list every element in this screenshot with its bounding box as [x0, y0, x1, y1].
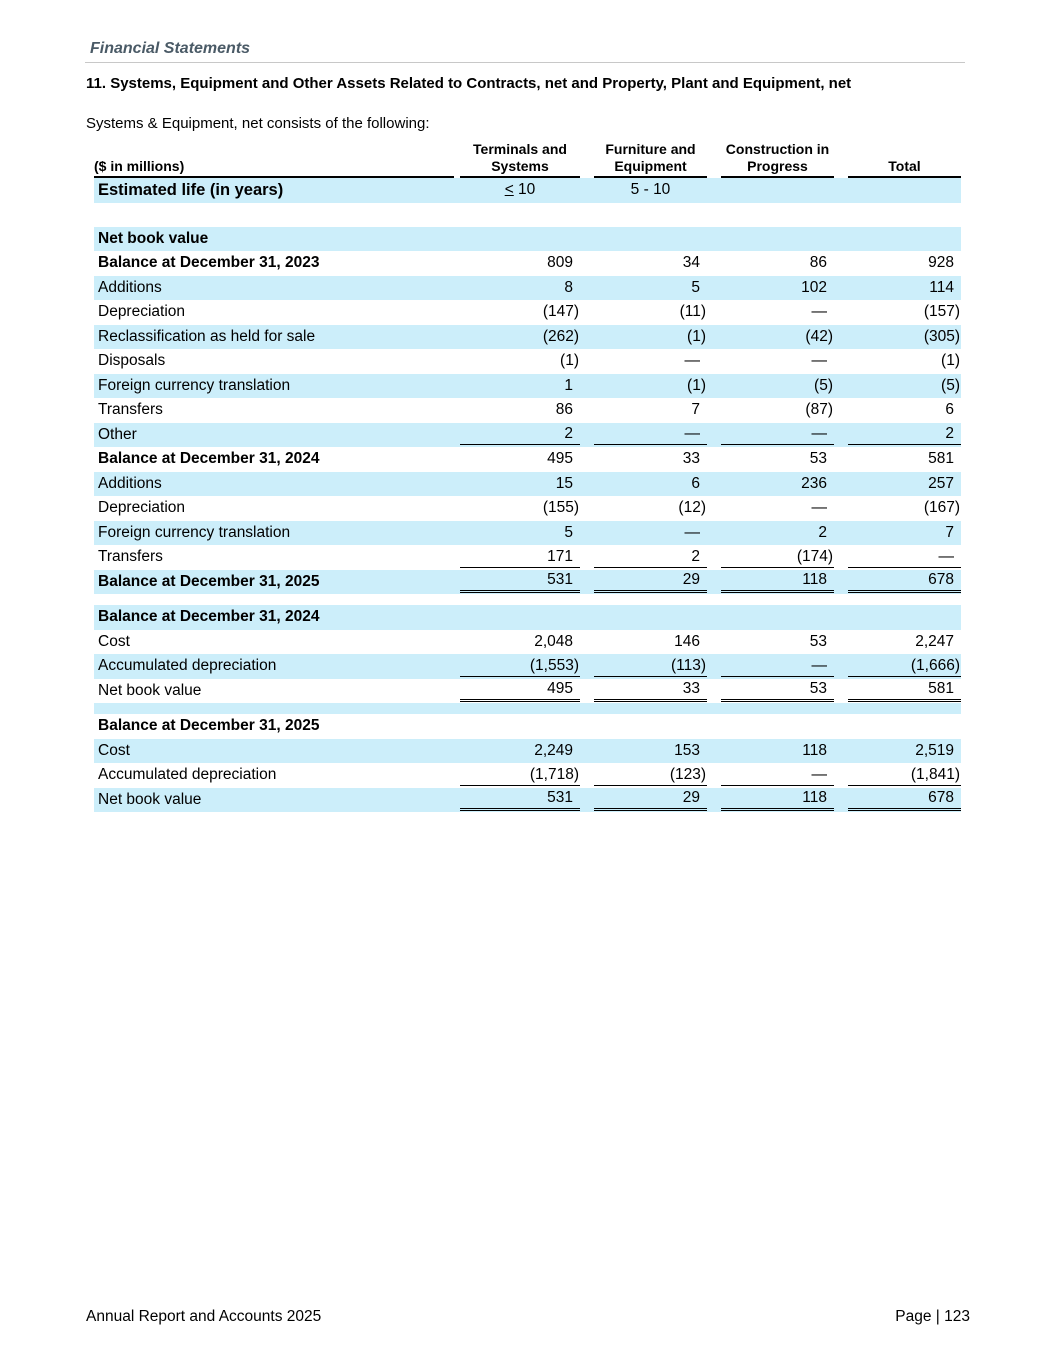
table-row — [94, 545, 961, 570]
cell-value: 495 — [460, 679, 580, 702]
estimated-life-furniture — [587, 178, 714, 203]
cell-value: 15 — [555, 474, 573, 492]
value-cell — [714, 570, 841, 595]
value-cell — [841, 300, 961, 325]
cell-value: 5 — [691, 278, 700, 296]
section-2025-body — [94, 739, 961, 813]
cell-value: (157) — [923, 303, 960, 321]
value-cell — [841, 788, 961, 813]
row-label: Accumulated depreciation — [94, 654, 460, 679]
footer-page-number: Page | 123 — [895, 1308, 970, 1325]
cell-value: (167) — [923, 499, 960, 517]
value-cell — [460, 325, 587, 350]
net-book-value-heading: Net book value — [94, 227, 460, 252]
cell-value: (11) — [679, 303, 706, 321]
note-intro: Systems & Equipment, net consists of the following: — [86, 115, 430, 132]
row-label: Other — [94, 423, 460, 448]
section-header: Financial Statements — [90, 40, 251, 57]
value-cell — [714, 472, 841, 497]
value-cell — [587, 679, 714, 704]
row-label: Additions — [94, 276, 460, 301]
value-cell — [587, 472, 714, 497]
value-cell — [841, 325, 961, 350]
cell-value: 53 — [721, 679, 834, 702]
col-header-total — [841, 140, 961, 178]
row-label: Transfers — [98, 548, 163, 566]
value-cell — [714, 521, 841, 546]
value-cell — [841, 654, 961, 679]
col-header-total-line2: Total — [888, 158, 921, 174]
row-label: Transfers — [98, 401, 163, 419]
table-row — [94, 300, 961, 325]
table-row — [94, 521, 961, 546]
cell-value: 153 — [674, 741, 700, 759]
table-row — [94, 763, 961, 788]
row-label: Balance at December 31, 2025 — [94, 570, 460, 595]
cell-value: 118 — [802, 741, 827, 759]
cell-value: (12) — [678, 499, 706, 517]
estimated-life-terminals — [460, 178, 587, 203]
value-cell — [841, 374, 961, 399]
net-book-value-heading-row — [94, 227, 961, 252]
spacer-row — [94, 594, 961, 605]
value-cell — [460, 739, 587, 764]
less-than-symbol: < — [504, 181, 514, 199]
value-cell — [460, 654, 587, 679]
section-2024-heading: Balance at December 31, 2024 — [94, 605, 460, 630]
cell-value: 34 — [682, 254, 700, 272]
value-cell — [841, 739, 961, 764]
value-cell — [587, 251, 714, 276]
table-row — [94, 349, 961, 374]
table-row — [94, 423, 961, 448]
estimated-life-furniture-value: 5 - 10 — [630, 181, 671, 199]
value-cell — [841, 521, 961, 546]
cell-value: (1) — [687, 376, 706, 394]
section-2025-heading-row — [94, 714, 961, 739]
table-row — [94, 654, 961, 679]
row-label: Foreign currency translation — [94, 374, 460, 399]
table-row — [94, 788, 961, 813]
value-cell — [587, 788, 714, 813]
value-cell — [841, 447, 961, 472]
row-label: Depreciation — [98, 303, 186, 321]
cell-value: 33 — [594, 679, 707, 702]
cell-value: 2 — [818, 523, 827, 541]
value-cell — [460, 496, 587, 521]
row-label: Additions — [94, 472, 460, 497]
cell-value: 33 — [682, 450, 700, 468]
value-cell — [587, 325, 714, 350]
value-cell — [587, 398, 714, 423]
value-cell — [714, 251, 841, 276]
value-cell — [841, 679, 961, 704]
cell-value: 53 — [809, 632, 827, 650]
row-label: Accumulated depreciation — [98, 766, 277, 784]
value-cell — [460, 300, 587, 325]
value-cell — [587, 374, 714, 399]
value-cell — [460, 763, 587, 788]
table-row — [94, 630, 961, 655]
value-cell — [714, 300, 841, 325]
row-label: Net book value — [94, 788, 460, 813]
cell-value: 2,048 — [534, 632, 573, 650]
table-row — [94, 739, 961, 764]
rollforward-body — [94, 251, 961, 594]
table-row — [94, 374, 961, 399]
cell-value: 581 — [928, 450, 954, 468]
cell-value: — — [721, 765, 834, 786]
unit-label-header — [94, 140, 460, 178]
value-cell — [714, 679, 841, 704]
table-row — [94, 398, 961, 423]
col-header-terminals — [460, 140, 587, 178]
table-row — [94, 679, 961, 704]
cell-value: (1,718) — [460, 765, 580, 786]
table-row — [94, 325, 961, 350]
cell-value: 86 — [555, 401, 573, 419]
value-cell — [714, 763, 841, 788]
cell-value: 2 — [848, 424, 961, 445]
value-cell — [841, 398, 961, 423]
row-label: Cost — [98, 632, 130, 650]
row-label: Balance at December 31, 2024 — [98, 450, 320, 468]
value-cell — [714, 496, 841, 521]
cell-value: 1 — [564, 376, 573, 394]
value-cell — [714, 545, 841, 570]
cell-value: 581 — [848, 679, 961, 702]
cell-value: 6 — [945, 401, 954, 419]
table-row — [94, 251, 961, 276]
cell-value: (155) — [542, 499, 579, 517]
row-label: Disposals — [98, 352, 166, 370]
cell-value: 495 — [547, 450, 573, 468]
value-cell — [587, 447, 714, 472]
table-row — [94, 447, 961, 472]
table-row — [94, 276, 961, 301]
value-cell — [587, 521, 714, 546]
cell-value: 118 — [721, 570, 834, 593]
value-cell — [460, 545, 587, 570]
value-cell — [587, 570, 714, 595]
row-label: Balance at December 31, 2023 — [98, 254, 320, 272]
cell-value: 29 — [594, 788, 707, 811]
section-2024-heading-row — [94, 605, 961, 630]
cell-value: (174) — [721, 547, 834, 568]
spacer-row — [94, 703, 961, 714]
value-cell — [841, 472, 961, 497]
value-cell — [841, 763, 961, 788]
cell-value: — — [811, 352, 827, 370]
cell-value: 8 — [564, 278, 573, 296]
cell-value: (147) — [542, 303, 579, 321]
value-cell — [460, 374, 587, 399]
cell-value: 53 — [809, 450, 827, 468]
cell-value: — — [848, 547, 961, 568]
value-cell — [460, 276, 587, 301]
cell-value: 6 — [691, 474, 700, 492]
value-cell — [460, 521, 587, 546]
value-cell — [460, 251, 587, 276]
cell-value: (1) — [687, 327, 706, 345]
cell-value: (1,666) — [848, 656, 961, 677]
value-cell — [587, 545, 714, 570]
value-cell — [714, 398, 841, 423]
value-cell — [460, 788, 587, 813]
value-cell — [587, 423, 714, 448]
cell-value: (1,841) — [848, 765, 961, 786]
value-cell — [714, 739, 841, 764]
section-2024-body — [94, 630, 961, 704]
cell-value: 114 — [929, 278, 954, 296]
note-title: 11. Systems, Equipment and Other Assets Related to Contracts, net and Property, Plant and Equipment, net — [86, 75, 852, 92]
value-cell — [460, 423, 587, 448]
cell-value: 171 — [460, 547, 580, 568]
value-cell — [587, 654, 714, 679]
cell-value: — — [684, 523, 700, 541]
value-cell — [714, 654, 841, 679]
cell-value: 2 — [460, 424, 580, 445]
cell-value: (5) — [941, 376, 960, 394]
cell-value: (1) — [560, 352, 579, 370]
value-cell — [841, 251, 961, 276]
value-cell — [460, 570, 587, 595]
col-header-furniture-line1: Furniture and — [605, 141, 696, 157]
cell-value: 531 — [460, 788, 580, 811]
value-cell — [714, 325, 841, 350]
col-header-construction — [714, 140, 841, 178]
table-row — [94, 472, 961, 497]
cell-value: 928 — [928, 254, 954, 272]
value-cell — [587, 739, 714, 764]
estimated-life-terminals-value: 10 — [513, 181, 536, 199]
cell-value: 236 — [801, 474, 827, 492]
cell-value: (5) — [814, 376, 833, 394]
cell-value: 678 — [848, 570, 961, 593]
row-label: Depreciation — [98, 499, 186, 517]
value-cell — [460, 630, 587, 655]
value-cell — [841, 630, 961, 655]
cell-value: 102 — [801, 278, 827, 296]
col-header-construction-line2: Progress — [747, 158, 808, 174]
cell-value: — — [594, 424, 707, 445]
col-header-furniture-line2: Equipment — [614, 158, 687, 174]
value-cell — [587, 496, 714, 521]
cell-value: 2,247 — [915, 632, 954, 650]
value-cell — [587, 349, 714, 374]
cell-value: — — [811, 499, 827, 517]
spacer-row — [94, 203, 961, 227]
cell-value: (123) — [594, 765, 707, 786]
table-header-row — [94, 140, 961, 178]
value-cell — [460, 472, 587, 497]
value-cell — [714, 349, 841, 374]
cell-value: (42) — [805, 327, 833, 345]
table-row — [94, 496, 961, 521]
table-row — [94, 570, 961, 595]
cell-value: 86 — [809, 254, 827, 272]
cell-value: (1,553) — [460, 656, 580, 677]
value-cell — [714, 276, 841, 301]
estimated-life-row — [94, 178, 961, 203]
cell-value: 2,249 — [534, 741, 573, 759]
value-cell — [841, 423, 961, 448]
cell-value: — — [684, 352, 700, 370]
cell-value: 5 — [564, 523, 573, 541]
value-cell — [841, 276, 961, 301]
cell-value: (1) — [941, 352, 960, 370]
value-cell — [714, 630, 841, 655]
cell-value: 2 — [594, 547, 707, 568]
value-cell — [714, 423, 841, 448]
cell-value: 118 — [721, 788, 834, 811]
cell-value: 809 — [547, 254, 573, 272]
cell-value: (87) — [805, 401, 833, 419]
cell-value: 678 — [848, 788, 961, 811]
systems-equipment-table — [94, 140, 961, 812]
cell-value: 7 — [691, 401, 700, 419]
footer-report-title: Annual Report and Accounts 2025 — [86, 1308, 322, 1325]
value-cell — [714, 374, 841, 399]
row-label: Cost — [94, 739, 460, 764]
col-header-terminals-line1: Terminals and — [473, 141, 567, 157]
cell-value: — — [811, 303, 827, 321]
cell-value: — — [721, 656, 834, 677]
cell-value: 531 — [460, 570, 580, 593]
value-cell — [460, 398, 587, 423]
estimated-life-label: Estimated life (in years) — [94, 178, 460, 203]
value-cell — [841, 496, 961, 521]
cell-value: 146 — [674, 632, 700, 650]
value-cell — [460, 349, 587, 374]
value-cell — [714, 447, 841, 472]
cell-value: (262) — [542, 327, 579, 345]
value-cell — [460, 447, 587, 472]
col-header-furniture — [587, 140, 714, 178]
row-label: Reclassification as held for sale — [94, 325, 460, 350]
value-cell — [587, 630, 714, 655]
value-cell — [841, 349, 961, 374]
row-label: Foreign currency translation — [94, 521, 460, 546]
cell-value: 257 — [928, 474, 954, 492]
cell-value: 7 — [945, 523, 954, 541]
value-cell — [841, 570, 961, 595]
section-2025-heading: Balance at December 31, 2025 — [98, 717, 320, 735]
cell-value: 2,519 — [915, 741, 954, 759]
cell-value: — — [721, 424, 834, 445]
col-header-terminals-line2: Systems — [491, 158, 549, 174]
value-cell — [714, 788, 841, 813]
value-cell — [841, 545, 961, 570]
value-cell — [460, 679, 587, 704]
value-cell — [587, 763, 714, 788]
unit-label: ($ in millions) — [94, 158, 454, 178]
cell-value: 29 — [594, 570, 707, 593]
col-header-construction-line1: Construction in — [725, 141, 830, 157]
value-cell — [587, 300, 714, 325]
value-cell — [587, 276, 714, 301]
header-divider — [85, 62, 965, 63]
cell-value: (113) — [594, 656, 707, 677]
cell-value: (305) — [923, 327, 960, 345]
row-label: Net book value — [98, 681, 202, 699]
